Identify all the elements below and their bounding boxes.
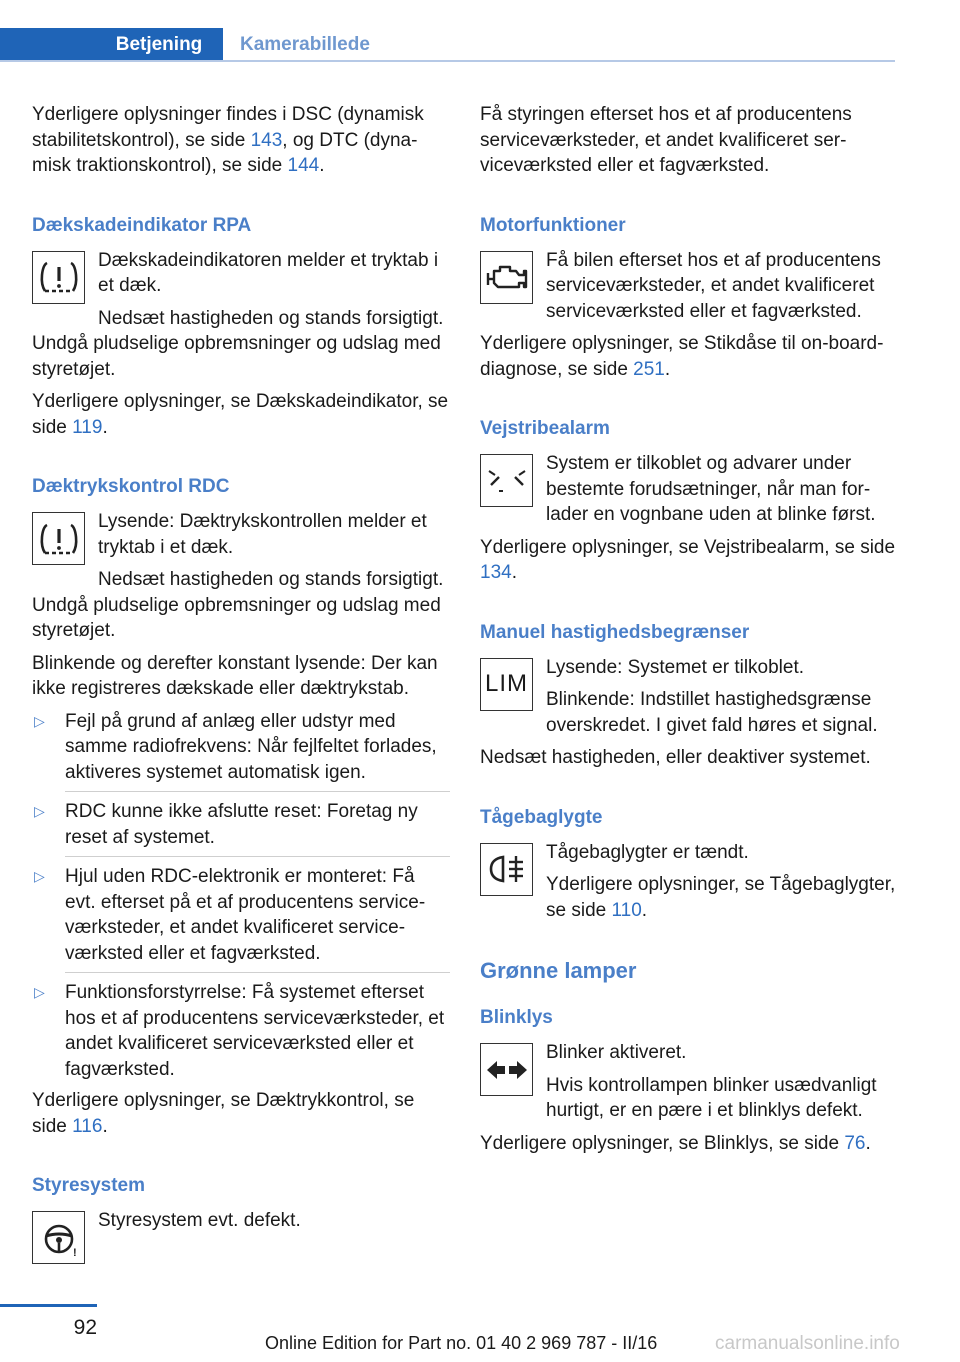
svg-text:!: ! bbox=[72, 1246, 77, 1258]
lane-departure-icon bbox=[480, 454, 533, 507]
list-item: ▷ Hjul uden RDC-elektronik er monteret: Få evt. efterset på et af producentens serviceværksteder, et andet kvalificeret serviceværksted eller et fagværksted. bbox=[34, 866, 426, 964]
section-heading-styresystem: Styresystem bbox=[32, 1175, 146, 1196]
section-heading-blinklys: Blinklys bbox=[480, 1007, 553, 1028]
engine-check-icon bbox=[480, 251, 533, 304]
triangle-bullet-icon: ▷ bbox=[34, 803, 45, 819]
lim-text-1: Lysende: Systemet er tilkoblet. bbox=[546, 656, 805, 678]
footer-rule bbox=[0, 1304, 97, 1307]
blink-text-2: Hvis kontrollampen blinker usædvanligt hurtigt, er en pære i et blinklys defekt. bbox=[546, 1074, 877, 1121]
tab-betjening[interactable]: Betjening bbox=[95, 28, 223, 62]
header-rule bbox=[0, 60, 895, 62]
tab-kamerabillede[interactable]: Kamerabillede bbox=[240, 34, 370, 55]
left-column bbox=[32, 102, 450, 1270]
page-link[interactable]: 76 bbox=[844, 1132, 866, 1154]
header-tab-lead bbox=[0, 28, 95, 62]
steering-wheel-icon bbox=[32, 1211, 85, 1264]
motor-text-1: Få bilen efterset hos et af producentens serviceværksteder, et andet kvalificeret serviceværksted eller et fagværksted. bbox=[546, 249, 881, 322]
blink-text-3: Yderligere oplysninger, se Blinklys, se side 76. bbox=[480, 1132, 871, 1154]
list-item: ▷ Fejl på grund af anlæg eller udstyr med samme radiofrekvens: Når fejlfeltet forlades, aktiveres systemet automatisk igen. bbox=[34, 710, 437, 783]
intro-paragraph: Yderligere oplysninger findes i DSC (dynamisk stabilitetskontrol), se side 143, og DTC (dynamisk traktionskontrol), se side 144. bbox=[32, 104, 424, 176]
vejstribe-text-2: Yderligere oplysninger, se Vejstribealarm, se side 134. bbox=[480, 536, 896, 583]
rdc-text-3: Blinkende og derefter konstant lysende: Der kan ikke registreres dækskade eller dæktrykstab. bbox=[32, 652, 438, 699]
triangle-bullet-icon: ▷ bbox=[34, 868, 45, 884]
motor-text-2: Yderligere oplysninger, se Stikdåse til on-board-diagnose, se side 251. bbox=[480, 333, 884, 380]
page-link[interactable]: 116 bbox=[72, 1115, 103, 1137]
right-column bbox=[480, 102, 898, 1163]
rdc-text-2: Nedsæt hastigheden og stands forsigtigt. Undgå pludselige opbremsninger og udslag med styretøjet. bbox=[32, 569, 444, 641]
tage-text-1: Tågebaglygter er tændt. bbox=[546, 841, 749, 863]
speed-limiter-icon: LIM bbox=[480, 658, 533, 711]
section-heading-rpa: Dækskadeindikator RPA bbox=[32, 214, 252, 236]
section-heading-rdc: Dæktrykskontrol RDC bbox=[32, 476, 230, 497]
page-link[interactable]: 144 bbox=[287, 155, 320, 176]
rdc-text-4: Yderligere oplysninger, se Dæktrykkontrol, se side 116. bbox=[32, 1090, 415, 1137]
page-number: 92 bbox=[73, 1316, 97, 1339]
section-heading-green: Grønne lamper bbox=[480, 958, 637, 983]
turn-signal-icon bbox=[480, 1043, 533, 1096]
tage-text-2: Yderligere oplysninger, se Tågebaglygter, se side 110. bbox=[546, 874, 896, 921]
list-item: ▷ RDC kunne ikke afslutte reset: Foretag ny reset af systemet. bbox=[34, 801, 418, 848]
lim-text-3: Nedsæt hastigheden, eller deaktiver systemet. bbox=[480, 747, 871, 768]
section-heading-motor: Motorfunktioner bbox=[480, 214, 626, 236]
page-link[interactable]: 119 bbox=[72, 416, 103, 438]
tire-pressure-warning-icon bbox=[32, 512, 85, 565]
vejstribe-text-1: System er tilkoblet og advarer under bestemte forudsætninger, når man forlader en vognbane uden at blinke først. bbox=[546, 453, 876, 525]
fog-light-icon bbox=[480, 843, 533, 896]
tire-pressure-warning-icon bbox=[32, 251, 85, 304]
page-link[interactable]: 143 bbox=[250, 129, 283, 151]
rpa-text-1: Dækskadeindikatoren melder et tryktab i et dæk. bbox=[98, 249, 439, 296]
rpa-text-2: Nedsæt hastigheden og stands forsigtigt. Undgå pludselige opbremsninger og udslag med styretøjet. bbox=[32, 307, 444, 380]
lim-text-2: Blinkende: Indstillet hastighedsgrænse overskredet. I givet fald høres et signal. bbox=[546, 689, 878, 736]
list-item: ▷ Funktionsforstyrrelse: Få systemet efterset hos et af producentens serviceværksteder, et andet kvalificeret serviceværksted eller et fagværksted. bbox=[34, 982, 445, 1080]
styresystem-text: Styresystem evt. defekt. bbox=[98, 1210, 301, 1231]
right-intro-paragraph: Få styringen efterset hos et af producentens serviceværksteder, et andet kvalificeret serviceværksted eller et fagværksted. bbox=[480, 104, 852, 176]
triangle-bullet-icon: ▷ bbox=[34, 984, 45, 1000]
triangle-bullet-icon: ▷ bbox=[34, 712, 45, 729]
rpa-text-3: Yderligere oplysninger, se Dækskadeindikator, se side 119. bbox=[32, 391, 449, 438]
page-link[interactable]: 251 bbox=[633, 358, 665, 380]
blink-text-1: Blinker aktiveret. bbox=[546, 1042, 687, 1063]
page-link[interactable]: 110 bbox=[611, 899, 642, 921]
section-heading-vejstribe: Vejstribealarm bbox=[480, 418, 610, 439]
section-heading-lim: Manuel hastighedsbegrænser bbox=[480, 621, 750, 643]
page-link[interactable]: 134 bbox=[480, 562, 512, 583]
watermark: carmanualsonline.info bbox=[715, 1333, 900, 1354]
rdc-text-1: Lysende: Dæktrykskontrollen melder et tryktab i et dæk. bbox=[98, 511, 427, 558]
section-heading-tagebaglygte: Tågebaglygte bbox=[480, 806, 603, 828]
edition-text: Online Edition for Part no. 01 40 2 969 787 - II/16 bbox=[265, 1333, 658, 1353]
